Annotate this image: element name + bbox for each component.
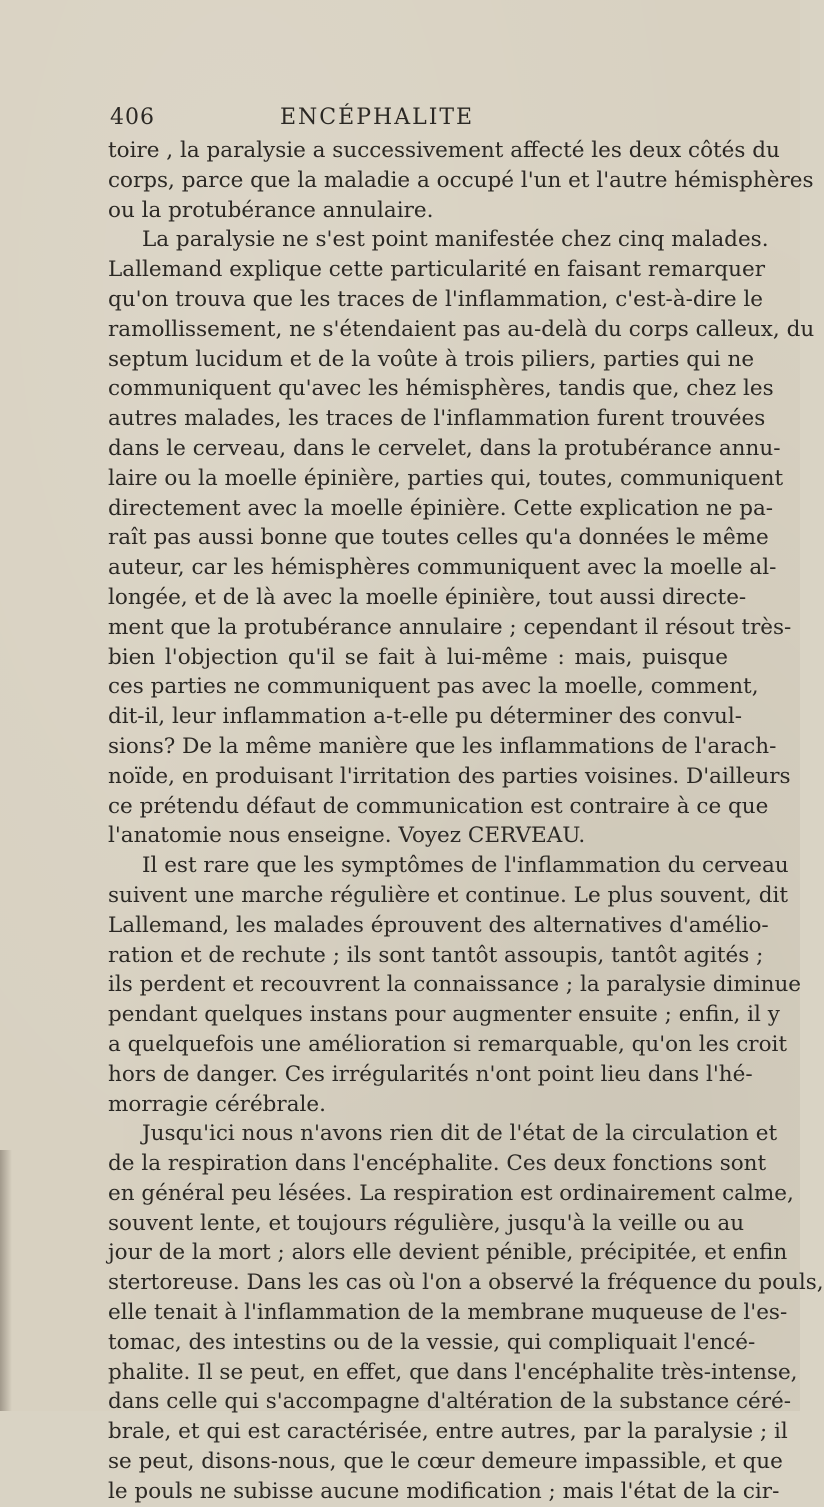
page-header [110, 105, 730, 135]
text-line: noïde, en produisant l'irritation des parties voisines. D'ailleurs [108, 763, 791, 789]
text-line: directement avec la moelle épinière. Cette explication ne pa- [108, 495, 774, 521]
text-line: se peut, disons-nous, que le cœur demeure impassible, et que [108, 1449, 783, 1475]
text-line: l'anatomie nous enseigne. Voyez CERVEAU. [108, 823, 586, 849]
page-number: 406 [110, 105, 155, 130]
text-line: communiquent qu'avec les hémisphères, tandis que, chez les [108, 376, 774, 402]
text-line: Il est rare que les symptômes de l'inflammation du cerveau [142, 853, 789, 879]
text-line: dit-il, leur inflammation a-t-elle pu déterminer des convul- [108, 704, 742, 730]
text-line: jour de la mort ; alors elle devient pénible, précipitée, et enfin [108, 1240, 788, 1266]
text-line: septum lucidum et de la voûte à trois piliers, parties qui ne [108, 346, 755, 372]
text-line: ou la protubérance annulaire. [108, 197, 434, 223]
text-line: ce prétendu défaut de communication est contraire à ce que [108, 793, 769, 819]
body-text [108, 136, 824, 1507]
text-line: elle tenait à l'inflammation de la membrane muqueuse de l'es- [108, 1300, 788, 1326]
text-line: Jusqu'ici nous n'avons rien dit de l'état de la circulation et [142, 1121, 778, 1147]
text-line: Lallemand explique cette particularité en faisant remarquer [108, 257, 765, 283]
text-line: ment que la protubérance annulaire ; cependant il résout très- [108, 614, 792, 640]
text-line: brale, et qui est caractérisée, entre autres, par la paralysie ; il [108, 1419, 788, 1445]
page-edge-shadow [0, 1150, 12, 1411]
text-line: le pouls ne subisse aucune modification ; mais l'état de la cir- [108, 1478, 780, 1504]
text-line: phalite. Il se peut, en effet, que dans l'encéphalite très-intense, [108, 1359, 798, 1385]
text-line: longée, et de là avec la moelle épinière, tout aussi directe- [108, 584, 747, 610]
text-line: hors de danger. Ces irrégularités n'ont point lieu dans l'hé- [108, 1061, 753, 1087]
text-line: pendant quelques instans pour augmenter ensuite ; enfin, il y [108, 1002, 780, 1028]
text-line: de la respiration dans l'encéphalite. Ces deux fonctions sont [108, 1151, 767, 1177]
text-line: stertoreuse. Dans les cas où l'on a observé la fréquence du pouls, [108, 1270, 824, 1296]
text-line: raît pas aussi bonne que toutes celles qu'a données le même [108, 525, 769, 551]
text-line: dans le cerveau, dans le cervelet, dans la protubérance annu- [108, 435, 781, 461]
text-line: laire ou la moelle épinière, parties qui, toutes, communiquent [108, 465, 784, 491]
text-line: dans celle qui s'accompagne d'altération de la substance céré- [108, 1389, 792, 1415]
text-line: qu'on trouva que les traces de l'inflammation, c'est-à-dire le [108, 286, 763, 312]
text-line: ils perdent et recouvrent la connaissance ; la paralysie diminue [108, 972, 802, 998]
text-line: corps, parce que la maladie a occupé l'un et l'autre hémisphères [108, 167, 814, 193]
text-line: suivent une marche régulière et continue. Le plus souvent, dit [108, 882, 789, 908]
text-line: autres malades, les traces de l'inflammation furent trouvées [108, 406, 766, 432]
text-line: sions? De la même manière que les inflammations de l'arach- [108, 733, 777, 759]
text-line: en général peu lésées. La respiration est ordinairement calme, [108, 1180, 794, 1206]
text-line: ces parties ne communiquent pas avec la moelle, comment, [108, 674, 759, 700]
text-line: Lallemand, les malades éprouvent des alternatives d'amélio- [108, 912, 769, 938]
text-line: toire , la paralysie a successivement affecté les deux côtés du [108, 138, 780, 163]
running-title: ENCÉPHALITE [280, 105, 475, 130]
text-line: souvent lente, et toujours régulière, jusqu'à la veille ou au [108, 1210, 745, 1236]
text-line: morragie cérébrale. [108, 1091, 326, 1117]
text-line: tomac, des intestins ou de la vessie, qui compliquait l'encé- [108, 1329, 756, 1355]
text-line: bien l'objection qu'il se fait à lui-même : mais, puisque [108, 644, 728, 670]
text-line: auteur, car les hémisphères communiquent avec la moelle al- [108, 555, 777, 581]
text-line: La paralysie ne s'est point manifestée chez cinq malades. [142, 227, 769, 253]
text-line: ration et de rechute ; ils sont tantôt assoupis, tantôt agités ; [108, 942, 764, 968]
text-line: ramollissement, ne s'étendaient pas au-delà du corps calleux, du [108, 316, 815, 342]
text-line: a quelquefois une amélioration si remarquable, qu'on les croit [108, 1031, 788, 1057]
